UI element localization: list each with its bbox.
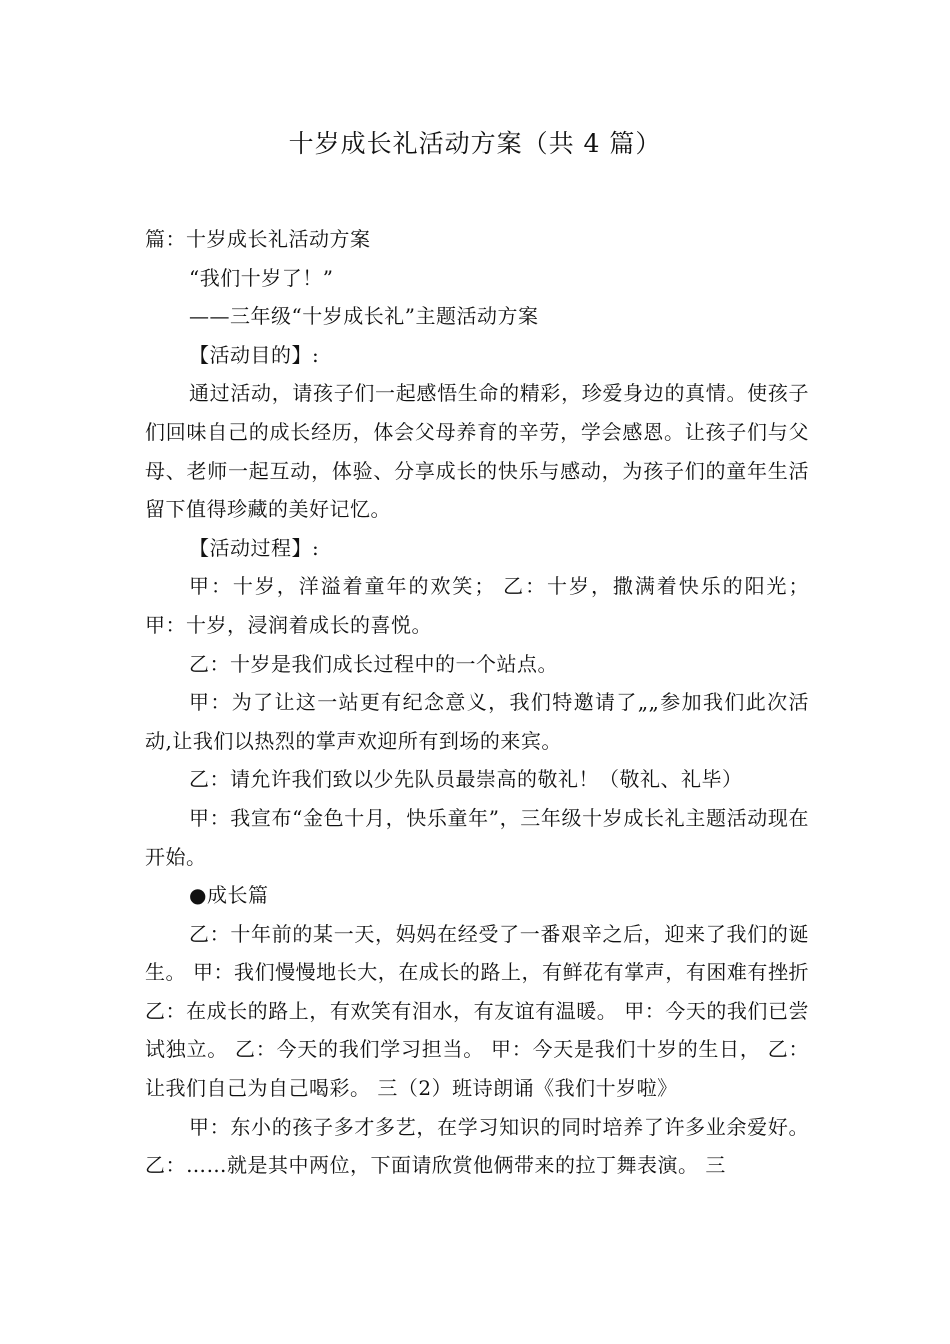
- paragraph-dialogue: 甲：东小的孩子多才多艺，在学习知识的同时培养了许多业余爱好。 乙：……就是其中两位，下面请欣赏他俩带来的拉丁舞表演。 三: [145, 1114, 809, 1178]
- paragraph-dialogue: 甲：我宣布“金色十月，快乐童年”，三年级十岁成长礼主题活动现在开始。: [145, 805, 809, 869]
- paragraph-dialogue: 甲：十岁，洋溢着童年的欢笑； 乙：十岁，撒满着快乐的阳光；甲：十岁，浸润着成长的喜悦。: [145, 574, 809, 637]
- paragraph-subtitle: ——三年级“十岁成长礼”主题活动方案: [189, 304, 539, 329]
- paragraph-dialogue: 乙：十年前的某一天，妈妈在经受了一番艰辛之后，迎来了我们的诞生。 甲：我们慢慢地长大，在成长的路上，有鲜花有掌声，有困难有挫折 乙：在成长的路上，有欢笑有泪水，有友谊有温暖。 甲：今天的我们已尝试独立。 乙：今天的我们学习担当。 甲：今天是我们十岁的生日， 乙：让我们自己为自己喝彩。 三（2）班诗朗诵《我们十岁啦》: [145, 921, 809, 1101]
- paragraph-dialogue: 乙：请允许我们致以少先队员最崇高的敬礼！（敬礼、礼毕）: [189, 767, 743, 792]
- document-title: 十岁成长礼活动方案（共 4 篇）: [288, 129, 662, 158]
- paragraph-section-heading: 篇：十岁成长礼活动方案: [145, 227, 371, 251]
- paragraph-purpose-body: 通过活动，请孩子们一起感悟生命的精彩，珍爱身边的真情。使孩子们回味自己的成长经历，体会父母养育的辛劳，学会感恩。让孩子们与父母、老师一起互动，体验、分享成长的快乐与感动，为孩子们的童年生活留下值得珍藏的美好记忆。: [145, 381, 809, 522]
- paragraph-quote-title: “我们十岁了！”: [189, 265, 334, 290]
- paragraph-dialogue: 乙：十岁是我们成长过程中的一个站点。: [189, 651, 558, 676]
- paragraph-process-heading: 【活动过程】:: [189, 535, 320, 560]
- paragraph-purpose-heading: 【活动目的】:: [189, 342, 320, 367]
- document-body: [145, 220, 809, 1185]
- paragraph-dialogue: 甲：为了让这一站更有纪念意义，我们特邀请了„„参加我们此次活动,让我们以热烈的掌声欢迎所有到场的来宾。: [145, 690, 809, 753]
- paragraph-growth-heading: ●成长篇: [189, 883, 269, 908]
